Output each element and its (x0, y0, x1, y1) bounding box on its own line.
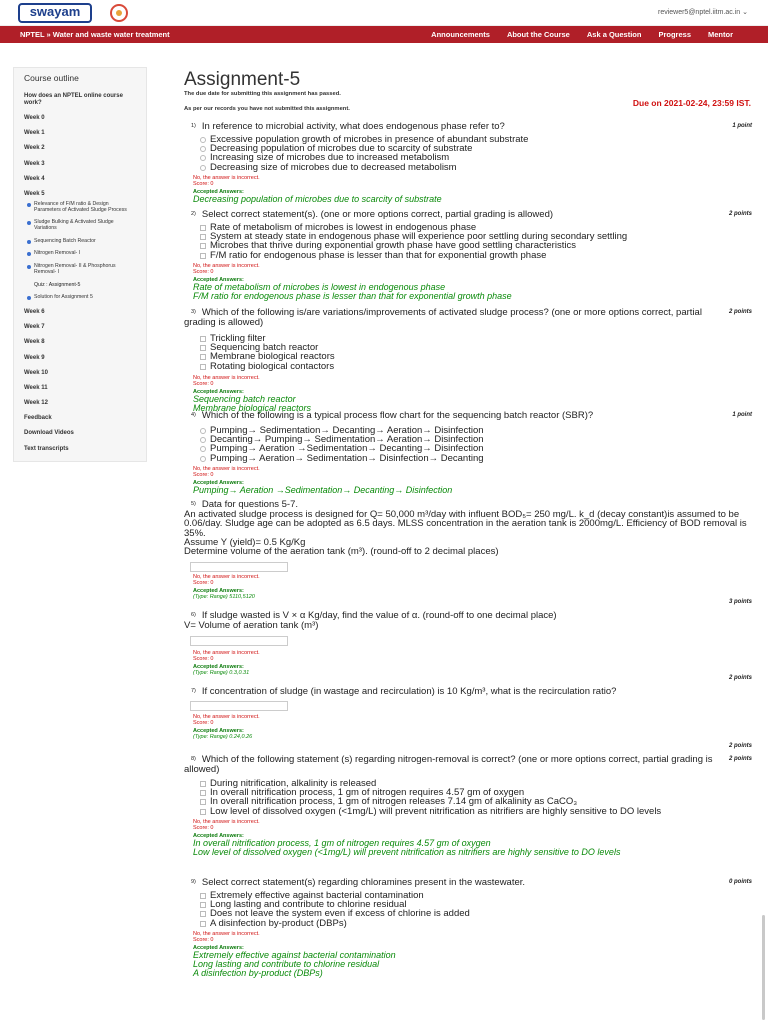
question-8-points-repeat: 2 points (728, 743, 752, 749)
feedback-incorrect: No, the answer is incorrect. (193, 650, 260, 657)
user-menu[interactable]: reviewer5@nptel.iitm.ac.in ⌄ (657, 9, 748, 16)
question-8 (184, 754, 756, 857)
sidebar-item-week3[interactable]: Week 3 (24, 160, 45, 167)
unit-dot-icon (27, 265, 31, 269)
radio-icon[interactable] (200, 428, 206, 434)
unit-label: Nitrogen Removal- II & Phosphorus Removal- I (34, 262, 116, 276)
radio-icon[interactable] (200, 446, 206, 452)
sidebar-item-download-videos[interactable]: Download Videos (24, 430, 74, 437)
answer-input[interactable] (190, 562, 288, 572)
feedback-incorrect: No, the answer is incorrect. (193, 174, 260, 181)
accepted-answer: Extremely effective against bacterial contamination (193, 949, 396, 960)
option-label: Rate of metabolism of microbes is lowest in endogenous phase (210, 222, 477, 233)
score: Score: 0 (193, 720, 214, 726)
option-label: Sequencing batch reactor (210, 342, 319, 354)
accepted-answer: Membrane biological reactors (193, 402, 312, 413)
option-label: Pumping→ Sedimentation→ Decanting→ Aeration→ Disinfection (210, 425, 484, 436)
checkbox-icon[interactable] (200, 225, 206, 231)
due-passed-note: The due date for submitting this assignment has passed. (184, 91, 341, 97)
option[interactable] (184, 362, 756, 371)
checkbox-icon[interactable] (200, 234, 206, 240)
sidebar-item-week4[interactable]: Week 4 (24, 175, 45, 182)
score: Score: 0 (193, 580, 214, 587)
page-title: Assignment-5 (184, 69, 301, 90)
unit-dot-icon (27, 240, 31, 244)
accepted-answer: Long lasting and contribute to chlorine residual (193, 958, 380, 969)
sidebar-item-how-it-works[interactable]: How does an NPTEL online course work? (24, 93, 123, 106)
option-label: Membrane biological reactors (210, 351, 335, 363)
unit-label: Relevance of F/M ratio & Design Parameters of Activated Sludge Process (34, 200, 127, 214)
accepted-answer: Pumping→ Aeration →Sedimentation→ Decanting→ Disinfection (193, 484, 453, 495)
option-label: Pumping→ Aeration →Sedimentation→ Decanting→ Disinfection (210, 443, 484, 455)
scrollbar-thumb[interactable] (762, 915, 765, 1020)
question-points: 2 points (728, 756, 752, 762)
accepted-answers-label: Accepted Answers: (193, 479, 244, 486)
question-points: 1 point (732, 412, 752, 418)
score: Score: 0 (193, 180, 214, 187)
option-label: In overall nitrification process, 1 gm of nitrogen requires 4.57 gm of oxygen (210, 787, 525, 799)
option-label: Increasing size of microbes due to increased metabolism (210, 152, 450, 164)
accepted-answer: F/M ratio for endogenous phase is lesser than that for exponential growth phase (193, 290, 512, 301)
radio-icon[interactable] (200, 137, 206, 143)
accepted-answers-label: Accepted Answers: (193, 944, 244, 951)
sidebar-item-week9[interactable]: Week 9 (24, 354, 45, 361)
feedback-incorrect: No, the answer is incorrect. (193, 930, 260, 937)
sidebar-item-week5[interactable]: Week 5 (24, 190, 45, 197)
score: Score: 0 (193, 380, 214, 387)
unit-label: Sequencing Batch Reactor (34, 237, 96, 244)
question-number: 1) (191, 123, 196, 129)
option-label: Trickling filter (210, 333, 266, 344)
question-text: Data for questions 5-7. (201, 499, 298, 510)
feedback-incorrect: No, the answer is incorrect. (193, 714, 260, 720)
checkbox-icon[interactable] (200, 243, 206, 249)
option-label: Low level of dissolved oxygen (<1mg/L) will prevent nitrification as nitrifiers are highly sensitive to DO levels (210, 805, 662, 817)
question-number: 3) (191, 309, 196, 315)
unit-label: Nitrogen Removal- I (34, 250, 81, 257)
feedback-incorrect: No, the answer is incorrect. (193, 818, 260, 825)
question-7 (184, 686, 756, 741)
sidebar-item-week2[interactable]: Week 2 (24, 145, 45, 152)
option-label: Pumping→ Aeration→ Sedimentation→ Disinfection→ Decanting (210, 452, 484, 464)
nav-progress[interactable]: Progress (658, 30, 691, 39)
checkbox-icon[interactable] (200, 790, 206, 796)
option[interactable] (184, 919, 756, 928)
option-label: Decreasing population of microbes due to scarcity of substrate (210, 143, 473, 155)
swayam-logo[interactable] (18, 3, 92, 23)
accepted-answer: A disinfection by-product (DBPs) (193, 967, 323, 978)
question-points: 0 points (728, 879, 752, 885)
accepted-answers-label: Accepted Answers: (193, 276, 244, 283)
option-label: During nitrification, alkalinity is released (210, 778, 377, 789)
sidebar-unit-nitrogen-2[interactable] (14, 263, 146, 276)
question-4 (184, 410, 756, 495)
question-points: 2 points (728, 211, 752, 217)
radio-icon[interactable] (200, 437, 206, 443)
question-line: Assume Y (yield)= 0.5 Kg/Kg (184, 536, 306, 548)
accepted-answer: (Type: Range) 5110,5120 (193, 594, 255, 601)
feedback-incorrect: No, the answer is incorrect. (193, 465, 260, 472)
sidebar-item-feedback[interactable]: Feedback (24, 415, 52, 422)
unit-label: Solution for Assignment 5 (34, 294, 93, 301)
feedback-incorrect: No, the answer is incorrect. (193, 262, 260, 269)
accepted-answer: In overall nitrification process, 1 gm of nitrogen requires 4.57 gm of oxygen (193, 837, 491, 848)
sidebar-item-week10[interactable]: Week 10 (24, 369, 48, 376)
unit-dot-icon (27, 252, 31, 256)
nav-mentor[interactable]: Mentor (708, 30, 733, 39)
accepted-answer: Sequencing batch reactor (193, 393, 296, 404)
sidebar-item-week7[interactable]: Week 7 (24, 324, 45, 331)
option-label: Decanting→ Pumping→ Sedimentation→ Aeration→ Disinfection (210, 434, 484, 446)
checkbox-icon[interactable] (200, 354, 206, 360)
accepted-answers-label: Accepted Answers: (193, 388, 244, 395)
question-text: In reference to microbial activity, what does endogenous phase refer to? (201, 121, 505, 132)
question-number: 4) (191, 412, 196, 418)
question-text: Select correct statement(s) regarding chloramines present in the wastewater. (201, 877, 526, 888)
question-1 (184, 121, 756, 204)
accepted-answers-label: Accepted Answers: (193, 832, 244, 839)
question-text: Which of the following is/are variations/improvements of activated sludge process? (one or more options correct, partial grading is allowed) (184, 307, 702, 328)
option-label: F/M ratio for endogenous phase is lesser than that for exponential growth phase (210, 249, 547, 261)
score: Score: 0 (193, 936, 214, 943)
sidebar-title: Course outline (24, 73, 79, 83)
sidebar-unit-quiz[interactable] (14, 282, 146, 289)
sidebar-item-week11[interactable]: Week 11 (24, 384, 48, 391)
question-3 (184, 307, 756, 413)
question-text: If sludge wasted is V × α Kg/day, find the value of α. (round-off to one decimal place) (201, 610, 557, 621)
nav-announcements[interactable]: Announcements (431, 30, 490, 39)
answer-input[interactable] (190, 636, 288, 646)
checkbox-icon[interactable] (200, 911, 206, 917)
question-points: 2 points (728, 309, 752, 315)
feedback-incorrect: No, the answer is incorrect. (193, 574, 260, 581)
option-label: In overall nitrification process, 1 gm of nitrogen releases 7.14 gm of alkalinity as CaCO₃ (210, 796, 578, 808)
sidebar-item-week6[interactable]: Week 6 (24, 308, 45, 315)
sidebar-unit-nitrogen-1[interactable] (14, 250, 146, 257)
option[interactable] (184, 807, 756, 816)
unit-dot-icon (27, 221, 31, 225)
checkbox-icon[interactable] (200, 364, 206, 370)
not-submitted-note: As per our records you have not submitted this assignment. (184, 106, 350, 112)
radio-icon[interactable] (200, 165, 206, 171)
option-label: Microbes that thrive during exponential growth phase have good settling characteristics (210, 240, 576, 252)
question-text: Which of the following statement (s) regarding nitrogen-removal is correct? (one or more options correct, partial grading is allowed) (184, 754, 713, 775)
accepted-answer: (Type: Range) 0.24,0.26 (193, 734, 253, 740)
question-prompt: Determine volume of the aeration tank (m³). (round-off to 2 decimal places) (184, 546, 499, 558)
nav-about-course[interactable]: About the Course (506, 30, 570, 39)
option[interactable] (184, 454, 756, 463)
option[interactable] (184, 251, 756, 260)
accepted-answers-label: Accepted Answers: (193, 588, 244, 595)
question-body: An activated sludge process is designed for Q= 50,000 m³/day with influent BOD₅= 250 mg/L. k_d (decay constant)is assumed to be 0.06/day. Sludge age can be adopted as 6.5 days. MLSS concentration in the aeration tank is 2000mg/L. Efficiency of BOD removal is 35%. (184, 509, 747, 539)
option-label: Rotating biological contactors (210, 360, 335, 372)
option-label: Does not leave the system even if excess of chlorine is added (210, 908, 470, 920)
question-number: 5) (191, 501, 196, 507)
checkbox-icon[interactable] (200, 345, 206, 351)
sidebar-item-text-transcripts[interactable]: Text transcripts (24, 445, 69, 452)
option-label: Excessive population growth of microbes in presence of abundant substrate (210, 134, 529, 145)
checkbox-icon[interactable] (200, 921, 206, 927)
option-label: Extremely effective against bacterial contamination (210, 890, 424, 901)
answer-input[interactable] (190, 701, 288, 711)
radio-icon[interactable] (200, 146, 206, 152)
question-line: V= Volume of aeration tank (m³) (184, 620, 319, 631)
unit-label: Sludge Bulking & Activated Sludge Variations (34, 218, 114, 232)
checkbox-icon[interactable] (200, 781, 206, 787)
score: Score: 0 (193, 471, 214, 478)
checkbox-icon[interactable] (200, 336, 206, 342)
question-number: 7) (191, 688, 196, 694)
accepted-answer: (Type: Range) 0.3,0.31 (193, 670, 250, 677)
option-label: Long lasting and contribute to chlorine residual (210, 899, 407, 911)
checkbox-icon[interactable] (200, 799, 206, 805)
unit-label: Quiz : Assignment-5 (34, 281, 81, 288)
question-number: 6) (191, 612, 196, 618)
radio-icon[interactable] (200, 456, 206, 462)
breadcrumb[interactable]: NPTEL » Water and waste water treatment (20, 30, 170, 39)
accepted-answers-label: Accepted Answers: (193, 664, 244, 671)
option-label: System at steady state in endogenous phase will experience poor settling during secondary settling (210, 231, 628, 243)
checkbox-icon[interactable] (200, 809, 206, 815)
option-label: Decreasing size of microbes due to decreased metabolism (210, 161, 457, 173)
checkbox-icon[interactable] (200, 902, 206, 908)
score: Score: 0 (193, 656, 214, 663)
top-bar (0, 0, 768, 26)
nptel-emblem-icon (110, 4, 128, 22)
feedback-incorrect: No, the answer is incorrect. (193, 374, 260, 381)
checkbox-icon[interactable] (200, 893, 206, 899)
sidebar-unit-sludge-bulking[interactable] (14, 219, 146, 232)
sidebar-item-week0[interactable]: Week 0 (24, 115, 45, 121)
question-number: 8) (191, 756, 196, 762)
question-text: Select correct statement(s). (one or more options correct, partial grading is allowed) (201, 209, 554, 220)
question-7-points: 2 points (728, 675, 752, 681)
score: Score: 0 (193, 268, 214, 275)
due-date: Due on 2021-02-24, 23:59 IST. (632, 98, 751, 108)
unit-dot-icon (27, 203, 31, 207)
sidebar-unit-fm-ratio[interactable] (14, 201, 146, 214)
sidebar-unit-sbr[interactable] (14, 238, 146, 245)
question-text: If concentration of sludge (in wastage and recirculation) is 10 Kg/m³, what is the recirculation ratio? (201, 686, 617, 697)
accepted-answer: Rate of metabolism of microbes is lowest in endogenous phase (193, 281, 446, 292)
sidebar-item-week8[interactable]: Week 8 (24, 339, 45, 346)
unit-dot-icon (27, 296, 31, 300)
option[interactable] (184, 163, 756, 172)
question-points: 1 point (732, 123, 752, 129)
question-number: 9) (191, 879, 196, 885)
sidebar-item-week12[interactable]: Week 12 (24, 400, 48, 407)
checkbox-icon[interactable] (200, 253, 206, 259)
nav-ask-question[interactable]: Ask a Question (586, 30, 642, 39)
logo-text: swayam (29, 4, 81, 19)
course-outline-sidebar (13, 67, 147, 462)
question-number: 2) (191, 211, 196, 217)
question-text: Which of the following is a typical process flow chart for the sequencing batch reactor (SBR)? (201, 410, 594, 421)
score: Score: 0 (193, 824, 214, 831)
option-label: A disinfection by-product (DBPs) (210, 917, 347, 929)
question-9 (184, 877, 756, 978)
question-5 (184, 499, 756, 601)
question-6 (184, 610, 756, 677)
sidebar-unit-solution[interactable] (14, 294, 146, 301)
question-6-points: 3 points (728, 599, 752, 605)
course-nav-bar (0, 26, 768, 43)
question-2 (184, 209, 756, 301)
accepted-answers-label: Accepted Answers: (193, 188, 244, 195)
accepted-answer: Decreasing population of microbes due to scarcity of substrate (193, 193, 442, 204)
accepted-answers-label: Accepted Answers: (193, 728, 244, 734)
accepted-answer: Low level of dissolved oxygen (<1mg/L) will prevent nitrification as nitrifiers are highly sensitive to DO levels (193, 846, 621, 857)
sidebar-item-week1[interactable]: Week 1 (24, 130, 45, 137)
radio-icon[interactable] (200, 155, 206, 161)
